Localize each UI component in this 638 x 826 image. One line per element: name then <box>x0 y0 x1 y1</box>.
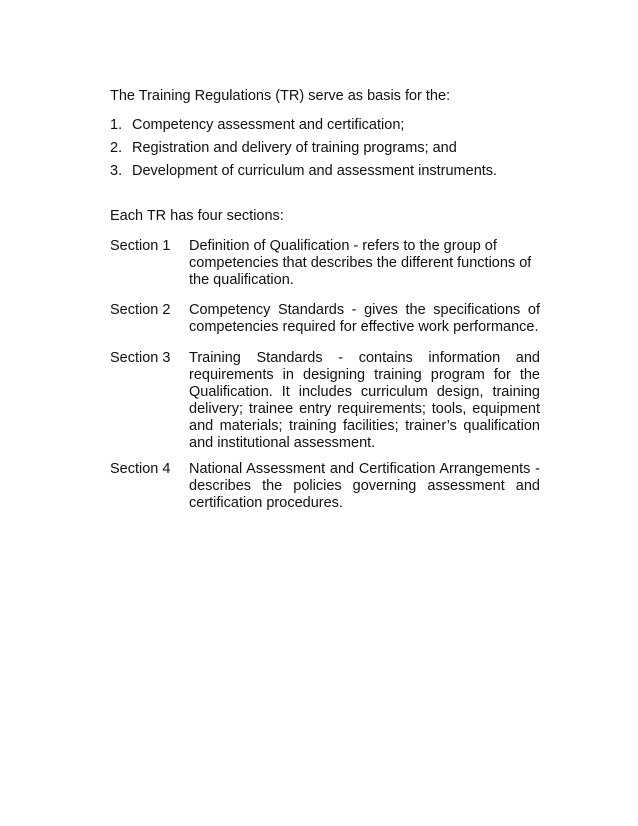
purpose-list <box>110 117 550 186</box>
list-item-text: Competency assessment and certification; <box>132 117 405 133</box>
section-description: Training Standards - contains information and requirements in designing training program for the Qualification. It includes curriculum design, training delivery; trainee entry requirements; tools, equipment and materials; training facilities; trainer’s qualification and institutional assessment. <box>189 350 540 451</box>
list-item <box>110 140 550 163</box>
section-label: Section 4 <box>110 461 171 477</box>
section-label: Section 2 <box>110 302 171 318</box>
section-description: Competency Standards - gives the specifications of competencies required for effective work performance. <box>189 302 540 335</box>
intro-text: The Training Regulations (TR) serve as basis for the: <box>110 88 451 104</box>
section-row-4 <box>110 461 540 512</box>
section-label: Section 3 <box>110 350 171 366</box>
list-item <box>110 117 550 140</box>
section-description: National Assessment and Certification Arrangements - describes the policies governing assessment and certification procedures. <box>189 461 540 511</box>
list-item <box>110 163 550 186</box>
list-item-number: 3. <box>110 163 123 179</box>
list-item-number: 1. <box>110 117 123 133</box>
section-row-3 <box>110 350 540 452</box>
list-item-number: 2. <box>110 140 123 156</box>
sections-intro: Each TR has four sections: <box>110 208 284 224</box>
section-row-2 <box>110 302 540 336</box>
list-item-text: Development of curriculum and assessment instruments. <box>132 163 498 179</box>
section-label: Section 1 <box>110 238 171 254</box>
section-row-1 <box>110 238 540 289</box>
section-description: Definition of Qualification - refers to the group of competencies that describes the different functions of the qualification. <box>189 238 532 288</box>
list-item-text: Registration and delivery of training programs; and <box>132 140 457 156</box>
